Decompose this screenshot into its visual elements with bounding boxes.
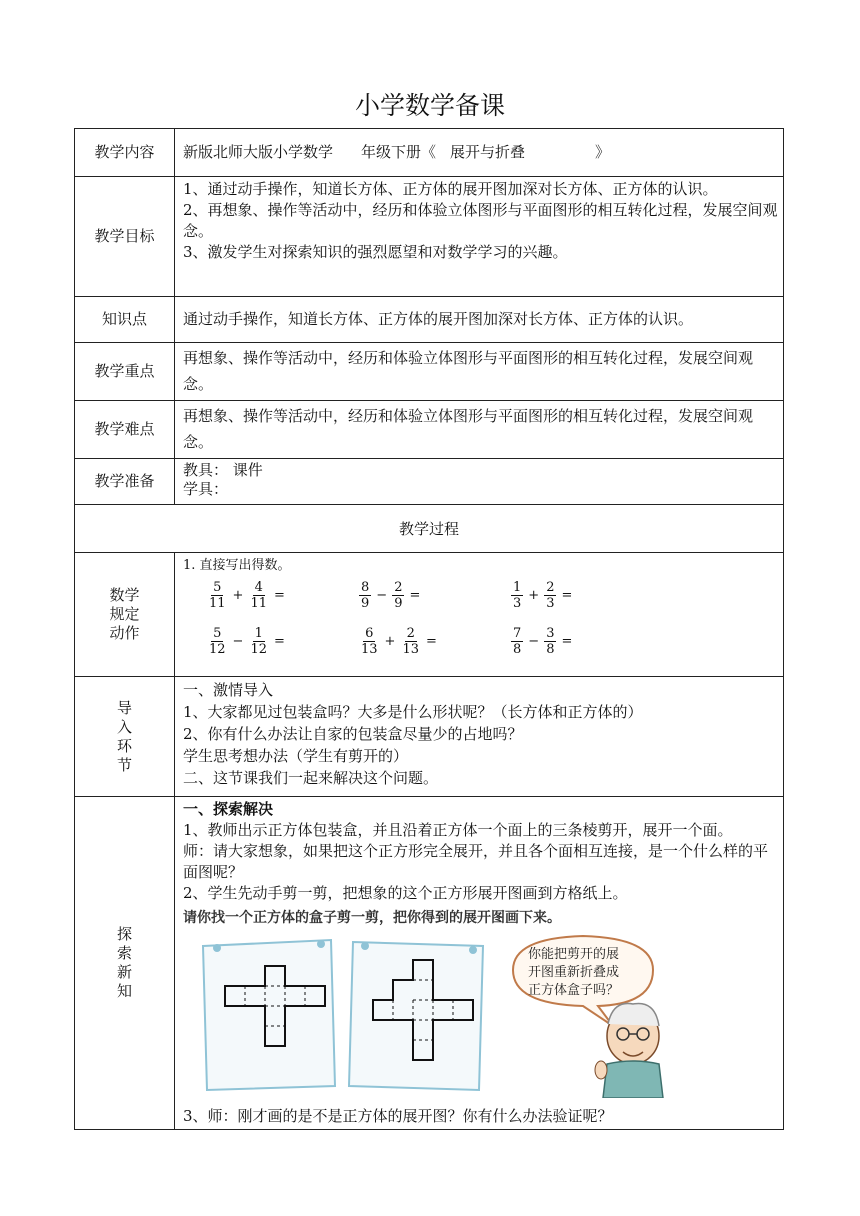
fraction: $\frac{1}{12}$: [250, 626, 267, 657]
fraction: $\frac{5}{11}$: [209, 580, 226, 611]
row-label: 教学难点: [75, 401, 175, 459]
row-process: [75, 505, 784, 553]
row-goals: [75, 177, 784, 297]
lesson-plan-table: [74, 128, 784, 1130]
operator: +: [232, 588, 244, 603]
fraction-problem: [357, 580, 423, 611]
fraction-problem: [205, 626, 288, 657]
fraction: $\frac{3}{8}$: [546, 626, 555, 657]
intro-line: 1、大家都见过包装盒吗？大多是什么形状呢？（长方体和正方体的）: [183, 703, 643, 721]
goal-item: 3、激发学生对探索知识的强烈愿望和对数学学习的兴趣。: [183, 243, 568, 261]
explore-heading: 一、探索解决: [183, 800, 274, 818]
row-label: 导 入 环 节: [75, 677, 175, 797]
equals-sign: =: [426, 634, 437, 649]
fraction: $\frac{5}{12}$: [209, 626, 226, 657]
warmup-instruction: 1. 直接写出得数。: [183, 558, 291, 573]
content-part-2: 年级下册《: [361, 143, 437, 161]
row-label: 教学内容: [75, 129, 175, 177]
fraction: $\frac{8}{9}$: [361, 580, 370, 611]
content-part-3: 展开与折叠: [450, 143, 526, 161]
row-label: 探 索 新 知: [75, 797, 175, 1130]
svg-text:正方体盒子吗？: 正方体盒子吗？: [528, 983, 620, 998]
grid-paper-1: [203, 940, 335, 1090]
fraction: $\frac{1}{3}$: [513, 580, 522, 611]
intro-cell: [175, 677, 784, 797]
row-prep: [75, 459, 784, 505]
row-label: 教学目标: [75, 177, 175, 297]
goals-cell: [175, 177, 784, 297]
content-part-1: 新版北师大版小学数学: [183, 143, 334, 161]
explore-line: 1、教师出示正方体包装盒，并且沿着正方体一个面上的三条棱剪开，展开一个面。: [183, 821, 733, 839]
explore-line: 师：请大家想象，如果把这个正方形完全展开，并且各个面相互连接，是一个什么样的平面图呢？: [183, 842, 769, 881]
equals-sign: =: [274, 588, 285, 603]
prep-student: 学具：: [183, 480, 229, 498]
svg-text:你能把剪开的展: 你能把剪开的展: [528, 947, 620, 962]
operator: −: [376, 588, 388, 603]
page-title: 小学数学备课: [354, 91, 505, 120]
fraction: $\frac{6}{13}$: [361, 626, 378, 657]
row-knowledge: [75, 297, 784, 343]
operator: −: [528, 634, 540, 649]
fraction-problem: [357, 626, 440, 657]
equals-sign: =: [561, 588, 573, 603]
intro-line: 二、这节课我们一起来解决这个问题。: [183, 769, 439, 787]
equals-sign: =: [274, 634, 285, 649]
fraction: $\frac{2}{13}$: [402, 626, 419, 657]
illustration-caption: 请你找一个正方体的盒子剪一剪，把你得到的展开图画下来。: [183, 910, 561, 926]
fraction: $\frac{2}{9}$: [394, 580, 403, 611]
row-label: 数学 规定 动作: [75, 553, 175, 677]
process-heading: 教学过程: [75, 505, 784, 553]
difficulty-cell: 再想象、操作等活动中，经历和体验立体图形与平面图形的相互转化过程，发展空间观念。: [175, 401, 784, 459]
intro-line: 学生思考想办法（学生有剪开的）: [183, 747, 409, 765]
prep-cell: [175, 459, 784, 505]
svg-text:开图重新折叠成: 开图重新折叠成: [528, 965, 620, 980]
fraction-problem: [509, 626, 575, 657]
equals-sign: =: [561, 634, 573, 649]
goal-item: 2、再想象、操作等活动中，经历和体验立体图形与平面图形的相互转化过程，发展空间观念。: [183, 201, 778, 240]
fraction-problem: [205, 580, 288, 611]
intro-line: 一、激情导入: [183, 681, 274, 699]
explore-cell: [175, 797, 784, 1130]
warmup-cell: [175, 553, 784, 677]
equals-sign: =: [409, 588, 421, 603]
fraction-problem: [509, 580, 575, 611]
grid-paper-2: [349, 942, 483, 1090]
fraction: $\frac{2}{3}$: [546, 580, 555, 611]
intro-line: 2、你有什么办法让自家的包装盒尽量少的占地吗？: [183, 725, 523, 743]
row-intro: [75, 677, 784, 797]
focus-cell: 再想象、操作等活动中，经历和体验立体图形与平面图形的相互转化过程，发展空间观念。: [175, 343, 784, 401]
knowledge-cell: 通过动手操作，知道长方体、正方体的展开图加深对长方体、正方体的认识。: [175, 297, 784, 343]
content-part-4: 》: [595, 143, 611, 161]
operator: −: [232, 634, 244, 649]
fraction: $\frac{4}{11}$: [250, 580, 267, 611]
row-difficulty: [75, 401, 784, 459]
explore-last-line: 3、师：刚才画的是不是正方体的展开图？你有什么办法验证呢？: [183, 1107, 613, 1125]
cube-net-illustration: [183, 908, 779, 1104]
fraction: $\frac{7}{8}$: [513, 626, 522, 657]
fraction-problems: [183, 580, 779, 666]
row-warmup: [75, 553, 784, 677]
content-cell: [175, 129, 784, 177]
operator: +: [528, 588, 540, 603]
row-label: 教学准备: [75, 459, 175, 505]
row-explore: [75, 797, 784, 1130]
row-label: 教学重点: [75, 343, 175, 401]
row-focus: [75, 343, 784, 401]
operator: +: [384, 634, 396, 649]
row-label: 知识点: [75, 297, 175, 343]
prep-teacher: 教具： 课件: [183, 461, 263, 479]
explore-line: 2、学生先动手剪一剪，把想象的这个正方形展开图画到方格纸上。: [183, 884, 628, 902]
row-content: [75, 129, 784, 177]
goal-item: 1、通过动手操作，知道长方体、正方体的展开图加深对长方体、正方体的认识。: [183, 180, 718, 198]
